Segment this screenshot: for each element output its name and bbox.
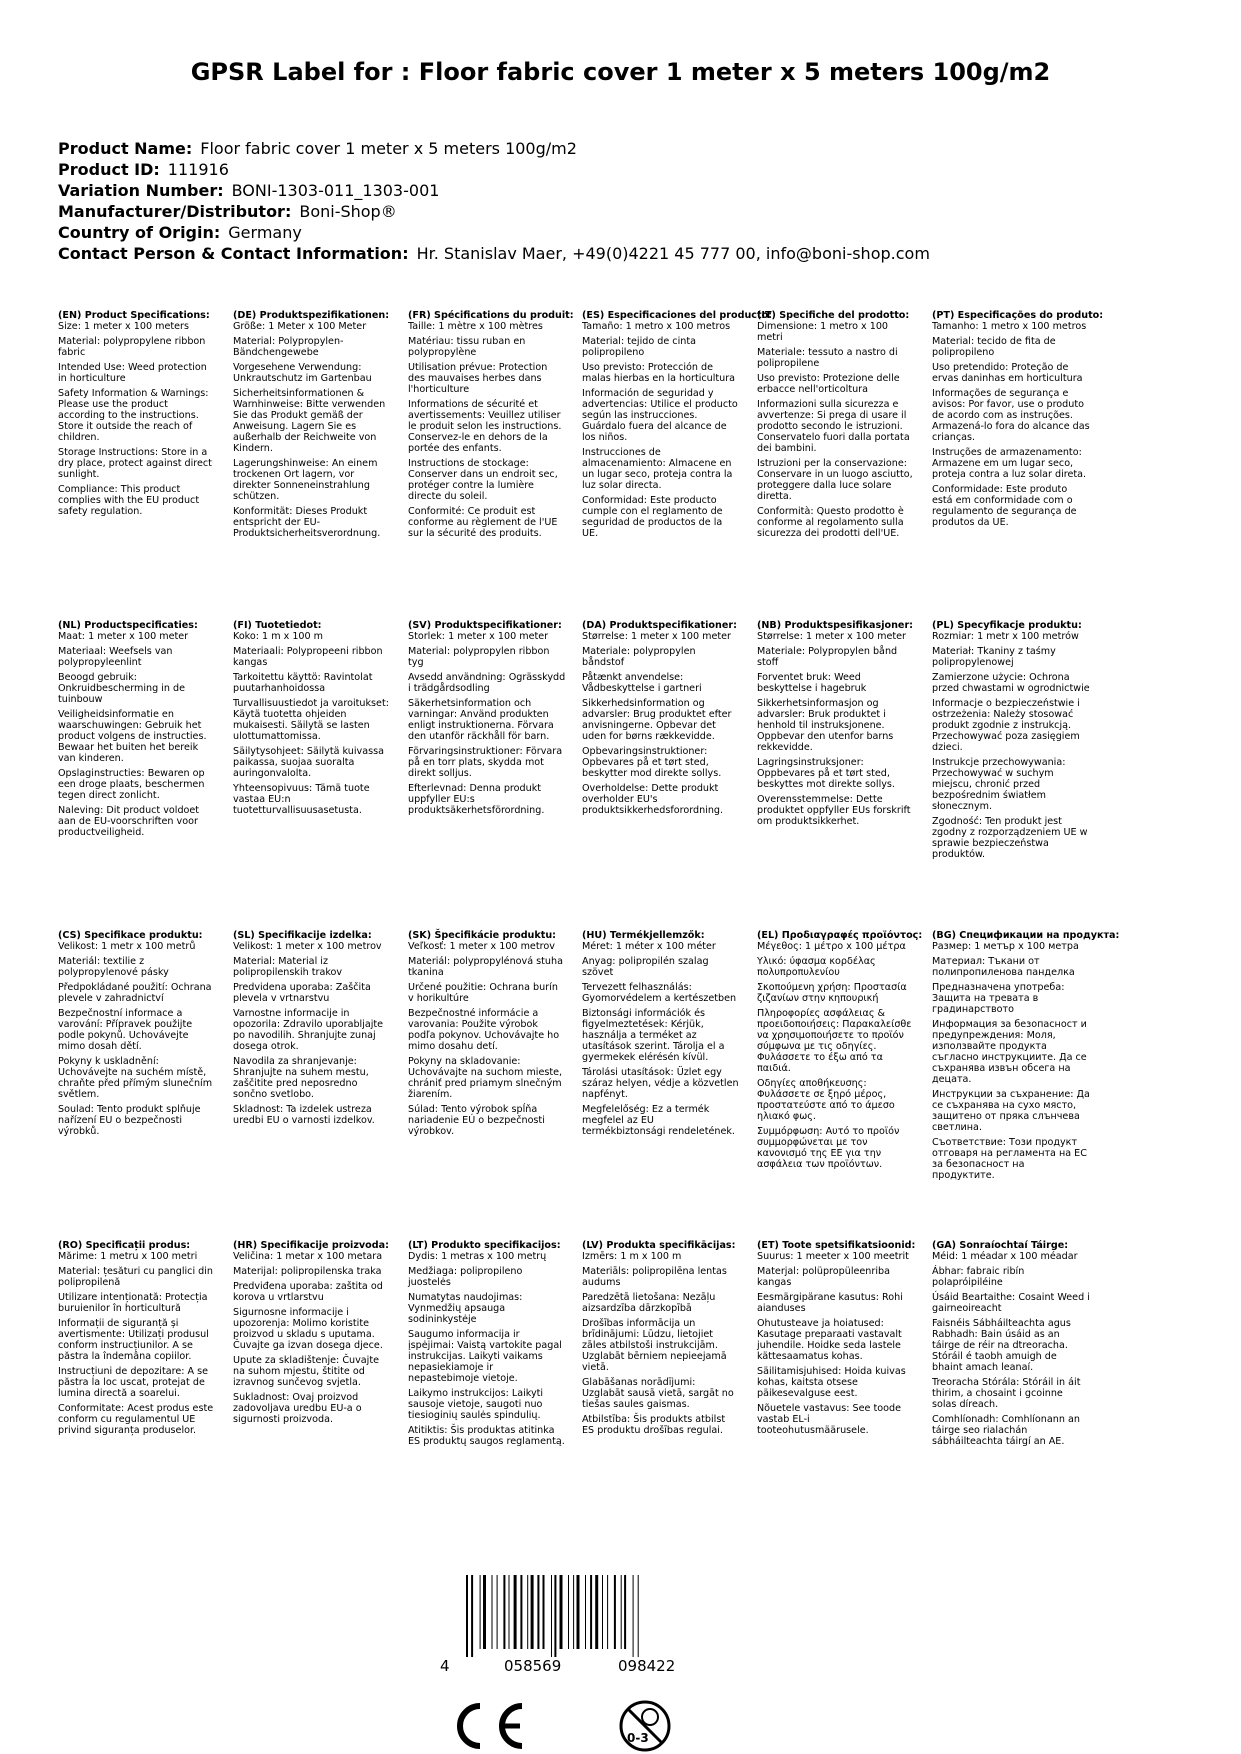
age-warning-label: 0-3 bbox=[627, 1731, 649, 1745]
spec-line: Rozmiar: 1 metr x 100 metrów bbox=[932, 631, 1079, 642]
spec-line: Zgodność: Ten produkt jest zgodny z rozporządzeniem UE w sprawie bezpieczeństwa produktów. bbox=[932, 816, 1088, 860]
spec-line: Izmērs: 1 m x 100 m bbox=[582, 1251, 682, 1262]
barcode-bar bbox=[568, 1575, 569, 1649]
info-key: Product ID: bbox=[58, 160, 160, 179]
spec-line: Съответствие: Този продукт отговаря на регламента на ЕС за безопасност на продуктите. bbox=[932, 1137, 1087, 1181]
spec-line: Biztonsági információk és figyelmeztetések: Kérjük, használja a terméket az utasítások szerint. Tárolja el a gyermekek elérésén kívül. bbox=[582, 1008, 725, 1063]
spec-line: Size: 1 meter x 100 meters bbox=[58, 321, 189, 332]
compliance-marks bbox=[450, 1700, 710, 1752]
spec-line: Οδηγίες αποθήκευσης: Φυλάσσετε σε ξηρό μέρος, προστατεύστε από το άμεσο ηλιακό φως. bbox=[757, 1078, 895, 1122]
spec-line: Opslaginstructies: Bewaren op een droge plaats, beschermen tegen direct zonlicht. bbox=[58, 768, 205, 801]
spec-line: Comhlíonadh: Comhlíonann an táirge seo rialachán sábháilteachta táirgí an AE. bbox=[932, 1414, 1080, 1447]
spec-line: Vorgesehene Verwendung: Unkrautschutz im Gartenbau bbox=[233, 362, 372, 384]
spec-line: Conformidade: Este produto está em conformidade com o regulamento de segurança de produtos da UE. bbox=[932, 484, 1077, 528]
spec-line: Utilizare intenționată: Protecția buruienilor în horticultură bbox=[58, 1292, 208, 1314]
spec-line: Navodila za shranjevanje: Shranjujte na suhem mestu, zaščitite pred neposredno sončno svetlobo. bbox=[233, 1056, 369, 1100]
spec-line: Opbevaringsinstruktioner: Opbevares på et tørt sted, beskytter mod direkte sollys. bbox=[582, 746, 722, 779]
spec-section-title: (FI) Tuotetiedot: bbox=[233, 620, 322, 631]
spec-line: Säilitamisjuhised: Hoida kuivas kohas, kaitsta otsese päikesevalguse eest. bbox=[757, 1366, 906, 1399]
spec-line: Safety Information & Warnings: Please use the product according to the instructions. Store it outside the reach of children. bbox=[58, 388, 209, 443]
info-value: Floor fabric cover 1 meter x 5 meters 100g/m2 bbox=[200, 139, 577, 158]
barcode-bars bbox=[466, 1575, 639, 1657]
barcode-bar bbox=[573, 1575, 574, 1649]
spec-section bbox=[757, 310, 915, 543]
spec-line: Påtænkt anvendelse: Vådbeskyttelse i gartneri bbox=[582, 672, 702, 694]
spec-line: Информация за безопасност и предупреждения: Моля, използвайте продукта съгласно инструкциите. Да се съхранява извън обсега на децата. bbox=[932, 1019, 1087, 1085]
spec-line: Zamierzone użycie: Ochrona przed chwastami w ogrodnictwie bbox=[932, 672, 1090, 694]
spec-line: Tamaño: 1 metro x 100 metros bbox=[582, 321, 731, 332]
spec-section bbox=[58, 1240, 216, 1440]
spec-line: Anyag: polipropilén szalag szövet bbox=[582, 956, 709, 978]
spec-line: Nõuetele vastavus: See toode vastab EL-i tooteohutusmääruselе. bbox=[757, 1403, 901, 1436]
product-info bbox=[58, 138, 1198, 264]
spec-line: Säkerhetsinformation och varningar: Använd produkten enligt instruktionerna. Förvara den utanför räckhåll för barn. bbox=[408, 698, 554, 742]
barcode-bar bbox=[492, 1575, 493, 1649]
barcode-bar bbox=[577, 1575, 580, 1649]
info-value: 111916 bbox=[167, 160, 229, 179]
spec-line: Utilisation prévue: Protection des mauvaises herbes dans l'horticulture bbox=[408, 362, 548, 395]
spec-line: Sukladnost: Ovaj proizvod zadovoljava uredbu EU-a o sigurnosti proizvoda. bbox=[233, 1392, 362, 1425]
spec-line: Veličina: 1 metar x 100 metara bbox=[233, 1251, 383, 1262]
spec-line: Glabāšanas norādījumi: Uzglabāt sausā vietā, sargāt no tiešas saules gaismas. bbox=[582, 1377, 734, 1410]
spec-line: Efterlevnad: Denna produkt uppfyller EU:s produktsäkerhetsförordning. bbox=[408, 783, 545, 816]
spec-line: Größe: 1 Meter x 100 Meter bbox=[233, 321, 367, 332]
spec-line: Instrucciones de almacenamiento: Almacene en un lugar seco, proteja contra la luz solar directa. bbox=[582, 447, 733, 491]
spec-line: Säilytysohjeet: Säilytä kuivassa paikassa, suojaa suoralta auringonvalolta. bbox=[233, 746, 384, 779]
spec-line: Conformità: Questo prodotto è conforme al regolamento sulla sicurezza dei prodotti dell'UE. bbox=[757, 506, 904, 539]
spec-line: Laikymo instrukcijos: Laikyti sausoje vietoje, saugoti nuo tiesioginių saulės spindulių. bbox=[408, 1388, 544, 1421]
barcode-bar bbox=[466, 1575, 468, 1657]
barcode-bar bbox=[531, 1575, 534, 1649]
spec-line: Material: țesături cu panglici din polipropilenă bbox=[58, 1266, 213, 1288]
barcode-bar bbox=[614, 1575, 616, 1649]
spec-line: Μέγεθος: 1 μέτρο x 100 μέτρα bbox=[757, 941, 906, 952]
barcode-bar bbox=[551, 1575, 552, 1657]
spec-line: Tamanho: 1 metro x 100 metros bbox=[932, 321, 1087, 332]
spec-line: Sicherheitsinformationen & Warnhinweise: Bitte verwenden Sie das Produkt gemäß der Anweisung. Lagern Sie es außerhalb der Reichweite von Kindern. bbox=[233, 388, 386, 454]
spec-line: Overensstemmelse: Dette produktet oppfyller EUs forskrift om produktsikkerhet. bbox=[757, 794, 911, 827]
barcode bbox=[438, 1573, 738, 1673]
spec-section bbox=[757, 930, 923, 1174]
info-key: Contact Person & Contact Information: bbox=[58, 244, 409, 263]
spec-section-title: (LT) Produkto specifikacijos: bbox=[408, 1240, 561, 1251]
spec-line: Uso previsto: Protezione delle erbacce nell'orticoltura bbox=[757, 373, 900, 395]
spec-line: Dimensione: 1 metro x 100 metri bbox=[757, 321, 889, 343]
spec-section bbox=[757, 620, 915, 831]
spec-line: Informations de sécurité et avertissements: Veuillez utiliser le produit selon les instructions. Conservez-le en dehors de la portée des enfants. bbox=[408, 399, 562, 454]
spec-section-title: (ES) Especificaciones del producto: bbox=[582, 310, 773, 321]
spec-line: Drošības informācija un brīdinājumi: Lūdzu, lietojiet zāles atbilstoši instrukcijām. Uzglabāt bērniem nepieejamā vietā. bbox=[582, 1318, 727, 1373]
info-row bbox=[58, 243, 1198, 264]
barcode-bar bbox=[471, 1575, 473, 1657]
spec-row bbox=[58, 930, 1194, 1240]
spec-line: Naleving: Dit product voldoet aan de EU-voorschriften voor productveiligheid. bbox=[58, 805, 200, 838]
barcode-bar bbox=[624, 1575, 626, 1649]
spec-line: Méid: 1 méadar x 100 méadar bbox=[932, 1251, 1078, 1262]
spec-line: Veľkosť: 1 meter x 100 metrov bbox=[408, 941, 555, 952]
spec-section-title: (PT) Especificações do produto: bbox=[932, 310, 1104, 321]
spec-line: Informacje o bezpieczeństwie i ostrzeżenia: Należy stosować produkt zgodnie z instrukcją. Przechowywać poza zasięgiem dzieci. bbox=[932, 698, 1080, 753]
spec-section bbox=[408, 930, 566, 1141]
spec-line: Atbilstība: Šis produkts atbilst ES produktu drošības regulai. bbox=[582, 1414, 726, 1436]
spec-line: Materiaali: Polypropeeni ribbon kangas bbox=[233, 646, 383, 668]
spec-line: Conformitate: Acest produs este conform cu regulamentul UE privind siguranța produselor. bbox=[58, 1403, 214, 1436]
spec-line: Předpokládané použití: Ochrana plevele v zahradnictví bbox=[58, 982, 212, 1004]
spec-section bbox=[233, 930, 391, 1130]
spec-section-title: (SL) Specifikacije izdelka: bbox=[233, 930, 372, 941]
barcode-bar bbox=[602, 1575, 603, 1649]
spec-line: Informazioni sulla sicurezza e avvertenze: Si prega di usare il prodotto secondo le istruzioni. Conservatelo fuori dalla portata dei bambini. bbox=[757, 399, 910, 454]
info-row bbox=[58, 222, 1198, 243]
spec-section-title: (SV) Produktspecifikationer: bbox=[408, 620, 562, 631]
spec-section bbox=[932, 310, 1104, 532]
barcode-bar bbox=[520, 1575, 522, 1649]
spec-line: Pokyny k uskladnění: Uchovávejte na suchém místě, chraňte před přímým slunečním světlem. bbox=[58, 1056, 213, 1100]
spec-line: Størrelse: 1 meter x 100 meter bbox=[757, 631, 906, 642]
barcode-bar bbox=[560, 1575, 563, 1649]
spec-line: Eesmärgipärane kasutus: Rohi aianduses bbox=[757, 1292, 903, 1314]
spec-line: Información de seguridad y advertencias: Utilice el producto según las instrucciones. Guárdalo fuera del alcance de los niños. bbox=[582, 388, 738, 443]
spec-line: Varnostne informacije in opozorila: Zdravilo uporabljajte po navodilih. Shranjujte zunaj dosega otrok. bbox=[233, 1008, 384, 1052]
barcode-bar bbox=[543, 1575, 545, 1649]
spec-line: Určené použitie: Ochrana burín v horikultúre bbox=[408, 982, 558, 1004]
barcode-bar bbox=[509, 1575, 510, 1649]
spec-line: Material: Material iz polipropilenskih trakov bbox=[233, 956, 343, 978]
barcode-bar bbox=[480, 1575, 481, 1649]
spec-line: Υλικό: ύφασμα κορδέλας πολυπροπυλενίου bbox=[757, 956, 876, 978]
spec-line: Lagerungshinweise: An einem trockenen Ort lagern, vor direkter Sonneneinstrahlung schützen. bbox=[233, 458, 378, 502]
spec-line: Materiale: Polypropylen bånd stoff bbox=[757, 646, 898, 668]
barcode-bar bbox=[527, 1575, 528, 1649]
spec-line: Faisnéis Sábháilteachta agus Rabhadh: Bain úsáid as an táirge de réir na dtreoracha. Stóráil é taobh amuigh de bhaint amach leanaí. bbox=[932, 1318, 1071, 1373]
spec-line: Atitiktis: Šis produktas atitinka ES produktų saugos reglamentą. bbox=[408, 1425, 565, 1447]
spec-line: Bezpečnostné informácie a varovania: Použite výrobok podľa pokynov. Uchovávajte ho mimo dosahu detí. bbox=[408, 1008, 560, 1052]
spec-section-title: (PL) Specyfikacje produktu: bbox=[932, 620, 1082, 631]
spec-line: Suurus: 1 meeter x 100 meetrit bbox=[757, 1251, 909, 1262]
spec-line: Treoracha Stórála: Stóráil in áit thirim, a chosaint i gcoinne solas díreach. bbox=[932, 1377, 1081, 1410]
spec-line: Súlad: Tento výrobok spĺňa nariadenie EÚ o bezpečnosti výrobkov. bbox=[408, 1104, 545, 1137]
spec-line: Materiał: Tkaniny z taśmy polipropylenowej bbox=[932, 646, 1056, 668]
spec-line: Úsáid Beartaithe: Cosaint Weed i gairneoireacht bbox=[932, 1292, 1090, 1314]
barcode-bar bbox=[537, 1575, 539, 1649]
info-row bbox=[58, 180, 1198, 201]
spec-line: Tárolási utasítások: Üzlet egy száraz helyen, védje a közvetlen napfényt. bbox=[582, 1067, 739, 1100]
spec-line: Instruções de armazenamento: Armazene em um lugar seco, proteja contra a luz solar direta. bbox=[932, 447, 1087, 480]
barcode-bar bbox=[607, 1575, 608, 1649]
spec-line: Материал: Тъкани от полипропиленова панделка bbox=[932, 956, 1075, 978]
spec-section-title: (NL) Productspecificaties: bbox=[58, 620, 198, 631]
spec-section bbox=[932, 620, 1090, 864]
spec-line: Conformité: Ce produit est conforme au règlement de l'UE sur la sécurité des produits. bbox=[408, 506, 558, 539]
spec-line: Instrucțiuni de depozitare: A se păstra la loc uscat, protejat de lumina directă a soarelui. bbox=[58, 1366, 209, 1399]
spec-line: Sikkerhetsinformasjon og advarsler: Bruk produktet i henhold til instruksjonene. Oppbevar den utenfor barns rekkevidde. bbox=[757, 698, 894, 753]
spec-line: Medžiaga: polipropileno juostelės bbox=[408, 1266, 523, 1288]
spec-line: Instrukcje przechowywania: Przechowywać w suchym miejscu, chronić przed bezpośrednim światłem słonecznym. bbox=[932, 757, 1066, 812]
spec-line: Materiál: textilie z polypropylenové pásky bbox=[58, 956, 169, 978]
spec-section-title: (CS) Specifikace produktu: bbox=[58, 930, 203, 941]
spec-section bbox=[582, 930, 740, 1141]
spec-line: Matériau: tissu ruban en polypropylène bbox=[408, 336, 526, 358]
spec-line: Material: polypropylene ribbon fabric bbox=[58, 336, 206, 358]
spec-section bbox=[58, 620, 216, 842]
spec-line: Dydis: 1 metras x 100 metrų bbox=[408, 1251, 547, 1262]
spec-line: Forventet bruk: Weed beskyttelse i hagebruk bbox=[757, 672, 867, 694]
spec-section bbox=[582, 310, 773, 543]
spec-line: Maat: 1 meter x 100 meter bbox=[58, 631, 189, 642]
info-value: Germany bbox=[228, 223, 302, 242]
barcode-bar bbox=[514, 1575, 517, 1649]
barcode-bar bbox=[633, 1575, 634, 1657]
info-key: Manufacturer/Distributor: bbox=[58, 202, 292, 221]
spec-line: Storage Instructions: Store in a dry place, protect against direct sunlight. bbox=[58, 447, 212, 480]
spec-line: Συμμόρφωση: Αυτό το προϊόν συμμορφώνεται με τον κανονισμό της ΕΕ για την ασφάλεια των προϊόντων. bbox=[757, 1126, 900, 1170]
info-value: BONI-1303-011_1303-001 bbox=[231, 181, 440, 200]
barcode-right-digits: 098422 bbox=[618, 1657, 676, 1673]
spec-line: Saugumo informacija ir įspėjimai: Vaistą vartokite pagal instrukcijas. Laikyti vaikams nepasiekiamoje ir nepastebimoje vietoje. bbox=[408, 1329, 562, 1384]
spec-line: Предназначена употреба: Защита на тревата в градинарството bbox=[932, 982, 1065, 1015]
spec-section-title: (NB) Produktspesifikasjoner: bbox=[757, 620, 914, 631]
spec-line: Tarkoitettu käyttö: Ravintolat puutarhanhoidossa bbox=[233, 672, 373, 694]
spec-line: Material: polypropylen ribbon tyg bbox=[408, 646, 550, 668]
spec-line: Materjal: polüpropüleenriba kangas bbox=[757, 1266, 890, 1288]
spec-row bbox=[58, 620, 1194, 930]
specifications-grid bbox=[58, 310, 1194, 1550]
spec-section bbox=[58, 930, 216, 1141]
spec-line: Turvallisuustiedot ja varoitukset: Käytä tuotetta ohjeiden mukaisesti. Säilytä se lasten ulottumattomissa. bbox=[233, 698, 389, 742]
spec-row bbox=[58, 310, 1194, 620]
page-title: GPSR Label for : Floor fabric cover 1 meter x 5 meters 100g/m2 bbox=[190, 58, 1051, 86]
spec-section-title: (EL) Προδιαγραφές προϊόντος: bbox=[757, 930, 923, 941]
barcode-bar bbox=[595, 1575, 598, 1649]
spec-line: Velikost: 1 meter x 100 metrov bbox=[233, 941, 382, 952]
barcode-bar bbox=[621, 1575, 622, 1649]
spec-section-title: (LV) Produkta specifikācijas: bbox=[582, 1240, 736, 1251]
info-row bbox=[58, 138, 1198, 159]
info-value: Hr. Stanislav Maer, +49(0)4221 45 777 00, info@boni-shop.com bbox=[416, 244, 930, 263]
spec-section-title: (ET) Toote spetsifikatsioonid: bbox=[757, 1240, 916, 1251]
spec-line: Instructions de stockage: Conserver dans un endroit sec, protéger contre la lumière directe du soleil. bbox=[408, 458, 558, 502]
spec-line: Размер: 1 метър x 100 метра bbox=[932, 941, 1079, 952]
spec-line: Lagringsinstruksjoner: Oppbevares på et tørt sted, beskyttes mot direkte sollys. bbox=[757, 757, 895, 790]
spec-line: Uso pretendido: Proteção de ervas daninhas em horticultura bbox=[932, 362, 1083, 384]
info-key: Variation Number: bbox=[58, 181, 224, 200]
spec-line: Velikost: 1 metr x 100 metrů bbox=[58, 941, 196, 952]
spec-line: Sikkerhedsinformation og advarsler: Brug produktet efter anvisningerne. Opbevar det uden for børns rækkevidde. bbox=[582, 698, 732, 742]
barcode-bar bbox=[503, 1575, 505, 1649]
spec-line: Megfelelőség: Ez a termék megfelel az EU termékbiztonsági rendeletének. bbox=[582, 1104, 735, 1137]
spec-section bbox=[233, 310, 391, 543]
barcode-bar bbox=[638, 1575, 639, 1657]
spec-section bbox=[58, 310, 216, 521]
spec-line: Conformidad: Este producto cumple con el reglamento de seguridad de productos de la UE. bbox=[582, 495, 723, 539]
spec-section-title: (RO) Specificații produs: bbox=[58, 1240, 191, 1251]
spec-section-title: (DA) Produktspecifikationer: bbox=[582, 620, 737, 631]
spec-line: Uso previsto: Protección de malas hierbas en la horticultura bbox=[582, 362, 736, 384]
spec-section bbox=[932, 930, 1120, 1185]
spec-line: Upute za skladištenje: Čuvajte na suhom mjestu, štitite od izravnog sunčevog svjetla. bbox=[233, 1355, 379, 1388]
spec-line: Πληροφορίες ασφάλειας & προειδοποιήσεις: Παρακαλείσθε να χρησιμοποιήσετε το προϊόν σύμφωνα με τις οδηγίες. Φυλάσσετε το έξω από τα παιδιά. bbox=[757, 1008, 912, 1074]
spec-line: Ohutusteave ja hoiatused: Kasutage preparaati vastavalt juhendile. Hoidke seda lastele kättesaamatus kohas. bbox=[757, 1318, 902, 1362]
spec-line: Инструкции за съхранение: Да се съхранява на сухо място, защитено от пряка слънчева светлина. bbox=[932, 1089, 1090, 1133]
spec-section bbox=[932, 1240, 1090, 1451]
spec-section bbox=[233, 1240, 391, 1429]
spec-line: Yhteensopivuus: Tämä tuote vastaa EU:n tuotetturvallisuusasetusta. bbox=[233, 783, 370, 816]
barcode-bar bbox=[554, 1575, 556, 1657]
spec-line: Informații de siguranță și avertismente: Utilizați produsul conform instrucțiunilor. A se păstra la îndemâna copiilor. bbox=[58, 1318, 209, 1362]
spec-line: Pokyny na skladovanie: Uchovávajte na suchom mieste, chrániť pred priamym slnečným žiarením. bbox=[408, 1056, 563, 1100]
spec-section bbox=[233, 620, 391, 820]
spec-line: Avsedd användning: Ogrässkydd i trädgårdsodling bbox=[408, 672, 566, 694]
spec-line: Förvaringsinstruktioner: Förvara på en torr plats, skydda mot direkt solljus. bbox=[408, 746, 563, 779]
spec-line: Storlek: 1 meter x 100 meter bbox=[408, 631, 549, 642]
spec-section bbox=[408, 1240, 566, 1451]
spec-line: Informações de segurança e avisos: Por favor, use o produto de acordo com as instruções. Armazená-lo fora do alcance das crianças. bbox=[932, 388, 1090, 443]
spec-line: Istruzioni per la conservazione: Conservare in un luogo asciutto, proteggere dalla luce solare diretta. bbox=[757, 458, 913, 502]
spec-section bbox=[408, 310, 574, 543]
spec-line: Overholdelse: Dette produkt overholder EU's produktsikkerhedsforordning. bbox=[582, 783, 724, 816]
spec-section-title: (SK) Špecifikácie produktu: bbox=[408, 930, 557, 941]
spec-line: Ábhar: fabraic ribín polapróipiléine bbox=[932, 1266, 1025, 1288]
spec-line: Størrelse: 1 meter x 100 meter bbox=[582, 631, 731, 642]
spec-line: Mărime: 1 metru x 100 metri bbox=[58, 1251, 198, 1262]
spec-line: Soulad: Tento produkt splňuje nařízení EU o bezpečnosti výrobků. bbox=[58, 1104, 201, 1137]
spec-section bbox=[582, 620, 740, 820]
info-value: Boni-Shop® bbox=[299, 202, 397, 221]
spec-line: Bezpečnostní informace a varování: Přípravek použijte podle pokynů. Uchovávejte mimo dosah dětí. bbox=[58, 1008, 193, 1052]
info-key: Country of Origin: bbox=[58, 223, 221, 242]
ce-mark-icon bbox=[460, 1706, 522, 1746]
spec-line: Skladnost: Ta izdelek ustreza uredbi EU o varnosti izdelkov. bbox=[233, 1104, 375, 1126]
barcode-bar bbox=[590, 1575, 592, 1649]
barcode-bar bbox=[497, 1575, 498, 1649]
spec-line: Compliance: This product complies with the EU product safety regulation. bbox=[58, 484, 200, 517]
spec-row bbox=[58, 1240, 1194, 1550]
spec-line: Σκοπούμενη χρήση: Προστασία ζιζανίων στην κηπουρική bbox=[757, 982, 907, 1004]
spec-line: Veiligheidsinformatie en waarschuwingen: Gebruik het product volgens de instructies. Bewaar het buiten het bereik van kinderen. bbox=[58, 709, 207, 764]
spec-section-title: (EN) Product Specifications: bbox=[58, 310, 210, 321]
spec-line: Méret: 1 méter x 100 méter bbox=[582, 941, 716, 952]
spec-section bbox=[582, 1240, 740, 1440]
spec-line: Sigurnosne informacije i upozorenja: Molimo koristite proizvod u skladu s uputama. Čuvajte ga izvan dosega djece. bbox=[233, 1307, 383, 1351]
spec-line: Material: Polypropylen-Bändchengewebe bbox=[233, 336, 344, 358]
spec-line: Predviđena uporaba: zaštita od korova u vrtlarstvu bbox=[233, 1281, 383, 1303]
barcode-prefix: 4 bbox=[440, 1657, 450, 1673]
spec-line: Numatytas naudojimas: Vynmedžių apsauga sodininkystėje bbox=[408, 1292, 523, 1325]
spec-line: Material: tejido de cinta polipropileno bbox=[582, 336, 696, 358]
age-warning-icon bbox=[621, 1702, 669, 1750]
spec-line: Paredzētā lietošana: Nezāļu aizsardzība dārzkopībā bbox=[582, 1292, 716, 1314]
spec-section-title: (FR) Spécifications du produit: bbox=[408, 310, 574, 321]
spec-line: Koko: 1 m x 100 m bbox=[233, 631, 324, 642]
spec-section-title: (BG) Спецификации на продукта: bbox=[932, 930, 1120, 941]
spec-line: Materiale: tessuto a nastro di polipropilene bbox=[757, 347, 898, 369]
spec-line: Materiaal: Weefsels van polypropyleenlint bbox=[58, 646, 173, 668]
spec-line: Intended Use: Weed protection in horticulture bbox=[58, 362, 207, 384]
spec-line: Materiál: polypropylénová stuha tkanina bbox=[408, 956, 563, 978]
spec-line: Materiale: polypropylen båndstof bbox=[582, 646, 696, 668]
barcode-bar bbox=[585, 1575, 586, 1649]
spec-section-title: (HR) Specifikacije proizvoda: bbox=[233, 1240, 389, 1251]
spec-line: Material: tecido de fita de polipropileno bbox=[932, 336, 1056, 358]
barcode-bar bbox=[483, 1575, 486, 1649]
spec-line: Tervezett felhasználás: Gyomorvédelem a kertészetben bbox=[582, 982, 737, 1004]
spec-line: Materiāls: polipropilēna lentas audums bbox=[582, 1266, 727, 1288]
spec-section bbox=[408, 620, 566, 820]
info-key: Product Name: bbox=[58, 139, 193, 158]
spec-section-title: (GA) Sonraíochtaí Táirge: bbox=[932, 1240, 1069, 1251]
spec-line: Materijal: polipropilenska traka bbox=[233, 1266, 382, 1277]
spec-section bbox=[757, 1240, 915, 1440]
spec-line: Beoogd gebruik: Onkruidbescherming in de tuinbouw bbox=[58, 672, 186, 705]
spec-line: Konformität: Dieses Produkt entspricht der EU-Produktsicherheitsverordnung. bbox=[233, 506, 381, 539]
spec-section-title: (IT) Specifiche del prodotto: bbox=[757, 310, 910, 321]
barcode-left-digits: 058569 bbox=[504, 1657, 562, 1673]
spec-line: Predvidena uporaba: Zaščita plevela v vrtnarstvu bbox=[233, 982, 371, 1004]
spec-line: Taille: 1 mètre x 100 mètres bbox=[408, 321, 543, 332]
info-row bbox=[58, 201, 1198, 222]
spec-section-title: (DE) Produktspezifikationen: bbox=[233, 310, 390, 321]
info-row bbox=[58, 159, 1198, 180]
spec-section-title: (HU) Termékjellemzők: bbox=[582, 930, 705, 941]
